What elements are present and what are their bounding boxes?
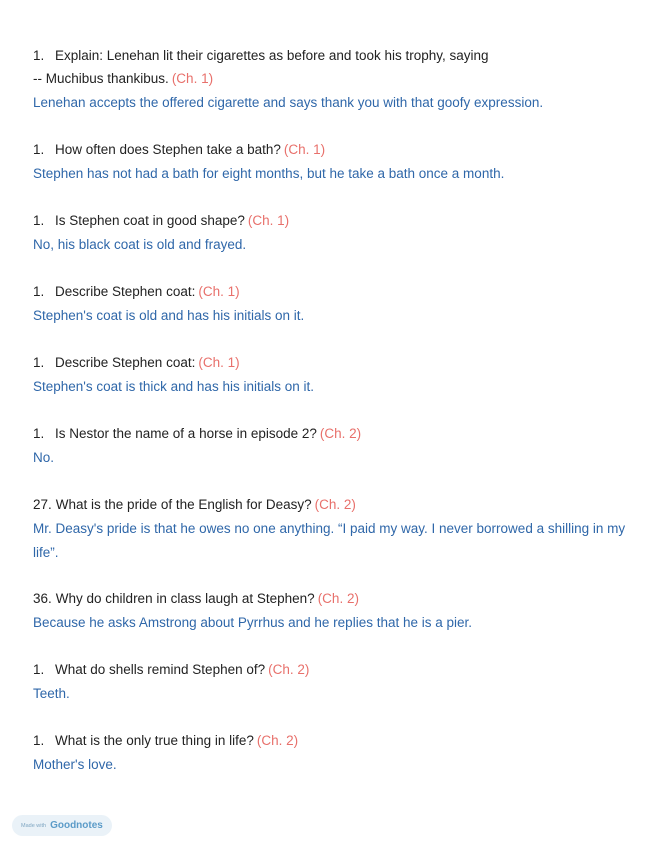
- goodnotes-logo: Goodnotes: [50, 820, 103, 831]
- question-text: How often does Stephen take a bath?: [55, 142, 281, 157]
- question-text: Why do children in class laugh at Stephen?: [55, 591, 315, 606]
- question-number: 1.: [33, 142, 45, 157]
- chapter-ref: (Ch. 2): [319, 426, 362, 441]
- chapter-ref: (Ch. 1): [198, 284, 240, 299]
- question-text: Describe Stephen coat:: [55, 355, 196, 370]
- question-number: 1.: [33, 48, 45, 63]
- question-number: 1.: [33, 355, 45, 370]
- goodnotes-badge[interactable]: [12, 815, 112, 836]
- question: [33, 658, 633, 681]
- answer: Stephen has not had a bath for eight months, but he take a bath once a month.: [33, 166, 505, 181]
- question-number: 1.: [33, 733, 45, 748]
- question: [33, 138, 633, 161]
- question: [33, 587, 633, 610]
- answer: Teeth.: [33, 686, 70, 701]
- chapter-ref: (Ch. 2): [317, 591, 359, 606]
- chapter-ref: (Ch. 1): [283, 142, 326, 157]
- question-text: What do shells remind Stephen of?: [55, 662, 266, 677]
- answer: No, his black coat is old and frayed.: [33, 237, 247, 252]
- question-line-2: [33, 67, 633, 90]
- chapter-ref: (Ch. 1): [198, 355, 240, 370]
- qa-item: [33, 280, 633, 328]
- question-text-continued: -- Muchibus thankibus.: [33, 71, 169, 86]
- question: [33, 351, 633, 374]
- answer: Because he asks Amstrong about Pyrrhus and he replies that he is a pier.: [33, 615, 473, 630]
- qa-item: [33, 351, 633, 399]
- question-text: What is the only true thing in life?: [55, 733, 254, 748]
- question-number: 1.: [33, 284, 45, 299]
- question-number: 1.: [33, 213, 45, 228]
- chapter-ref: (Ch. 2): [256, 733, 299, 748]
- answer: Lenehan accepts the offered cigarette and says thank you with that goofy expression.: [33, 95, 544, 110]
- question-number: 27.: [33, 497, 52, 512]
- question-text: Describe Stephen coat:: [55, 284, 196, 299]
- answer: No.: [33, 450, 55, 465]
- question: [33, 422, 633, 445]
- qa-item: [33, 44, 633, 115]
- made-with-label: Made with: [21, 822, 47, 829]
- question: [33, 729, 633, 752]
- answer: Mother's love.: [33, 757, 117, 772]
- answer: Mr. Deasy's pride is that he owes no one anything. “I paid my way. I never borrowed a shilling in my life”.: [33, 521, 626, 560]
- question-text: Is Nestor the name of a horse in episode 2?: [55, 426, 317, 441]
- question-text: Is Stephen coat in good shape?: [55, 213, 245, 228]
- question-text: Explain: Lenehan lit their cigarettes as before and took his trophy, saying: [55, 48, 489, 63]
- question: [33, 493, 633, 516]
- qa-item: [33, 587, 633, 635]
- qa-item: [33, 209, 633, 257]
- question: [33, 280, 633, 303]
- question-number: 1.: [33, 426, 45, 441]
- question-text: What is the pride of the English for Deasy?: [55, 497, 312, 512]
- qa-item: [33, 493, 633, 565]
- qa-item: [33, 422, 633, 470]
- answer: Stephen's coat is thick and has his initials on it.: [33, 379, 314, 394]
- qa-item: [33, 729, 633, 777]
- answer: Stephen's coat is old and has his initials on it.: [33, 308, 305, 323]
- question: [33, 209, 633, 232]
- question: [33, 44, 633, 67]
- question-number: 1.: [33, 662, 45, 677]
- chapter-ref: (Ch. 1): [247, 213, 290, 228]
- qa-item: [33, 138, 633, 186]
- chapter-ref: (Ch. 2): [314, 497, 356, 512]
- qa-item: [33, 658, 633, 706]
- question-number: 36.: [33, 591, 52, 606]
- chapter-ref: (Ch. 2): [268, 662, 310, 677]
- chapter-ref: (Ch. 1): [171, 71, 214, 86]
